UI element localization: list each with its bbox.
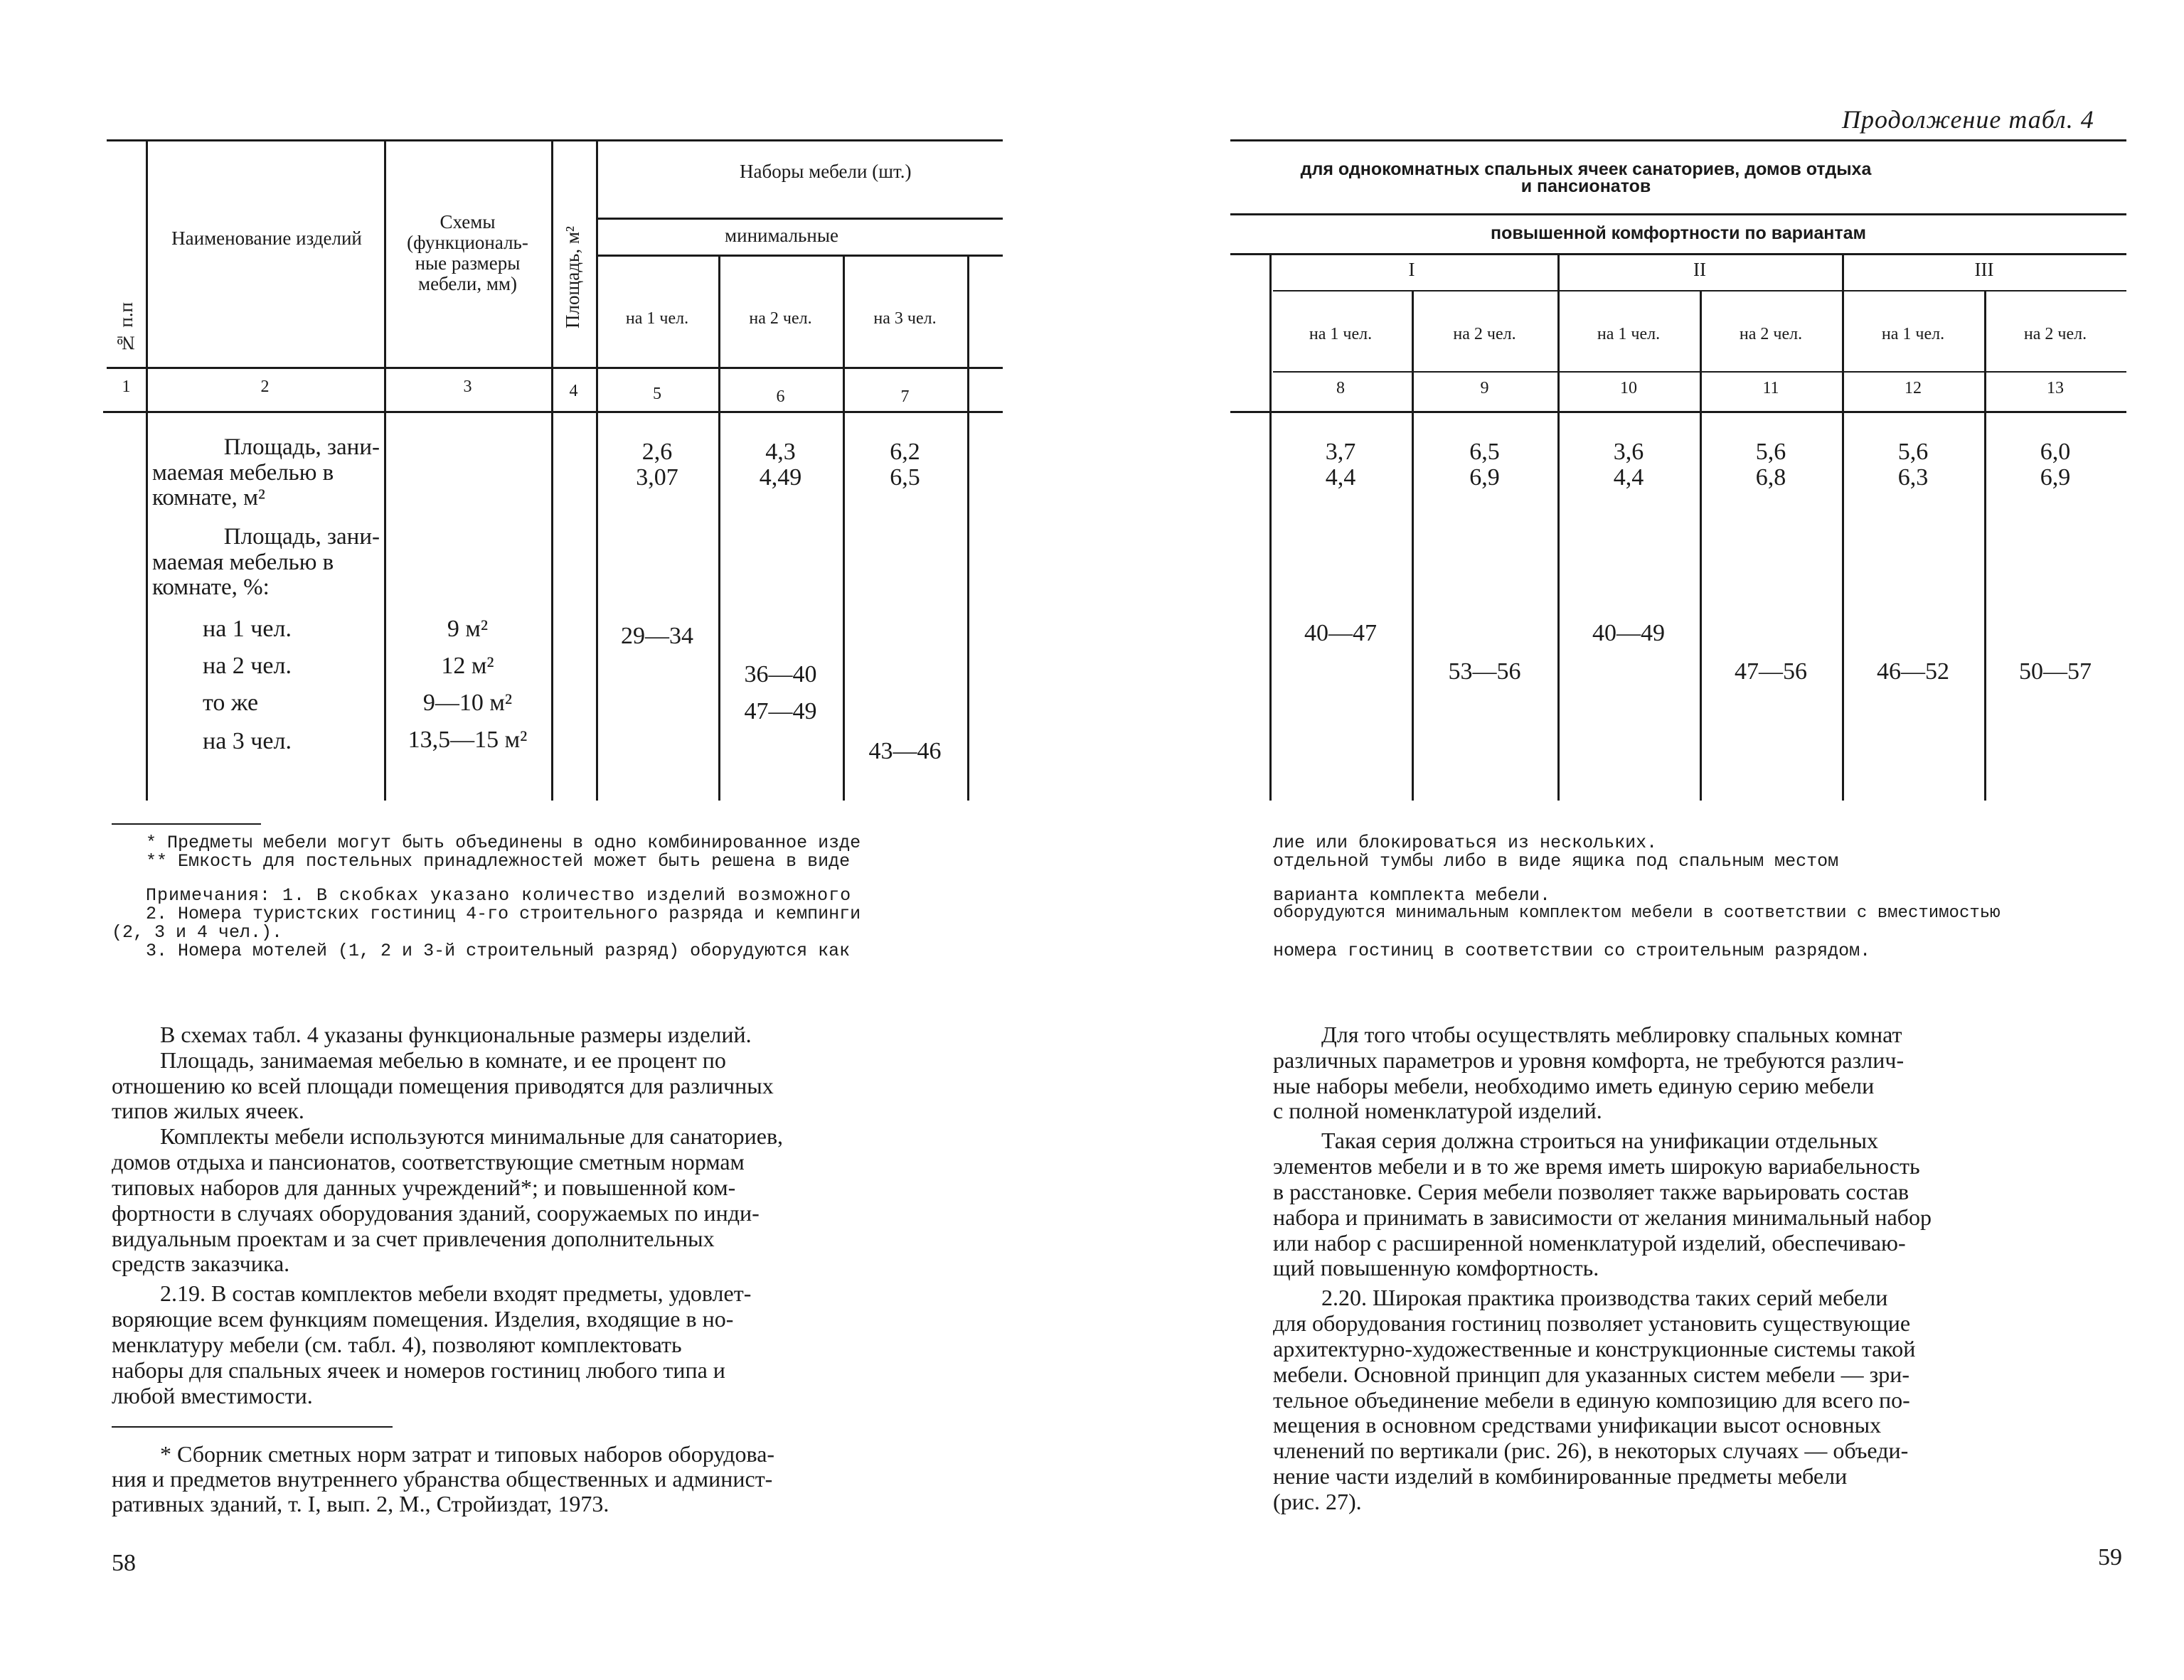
paragraph-line: мебели. Основной принцип для указанных систем мебели — зри- [1273, 1361, 1909, 1387]
col-scheme-header [384, 212, 551, 295]
sub-row-scheme: 9—10 м² [422, 690, 513, 716]
bottom-footnote-rule [112, 1426, 393, 1428]
sets-title: Наборы мебели (шт.) [740, 161, 912, 182]
body-text-right [1273, 1022, 2126, 1515]
col-num-6: 6 [776, 387, 785, 406]
col-num-8: 8 [1336, 379, 1345, 397]
value: 6,0 [2040, 439, 2071, 465]
right-page [1067, 0, 2184, 1680]
paragraph-line: менклатуру мебели (см. табл. 4), позволяют комплектовать [112, 1331, 682, 1357]
paragraph-line: 2.19. В состав комплектов мебели входят предметы, удовлет- [160, 1280, 752, 1307]
paragraph-line: видуальным проектам и за счет привлечения дополнительных [112, 1225, 715, 1251]
paragraph-line: фортности в случаях оборудования зданий, сооружаемых по инди- [112, 1199, 760, 1226]
col-num-7: 7 [900, 387, 910, 406]
paragraph-line: ные наборы мебели, необходимо иметь единую серию мебели [1273, 1072, 1875, 1098]
page-number-right: 59 [2098, 1544, 2122, 1571]
footnote-line: * Сборник сметных норм затрат и типовых наборов оборудова- [160, 1441, 775, 1467]
area-m2-c11 [1700, 439, 1842, 490]
col-num-11: 11 [1762, 379, 1779, 397]
value: 6,3 [1897, 464, 1929, 491]
sub-row-label: на 2 чел. [203, 653, 292, 679]
paragraph-line: различных параметров и уровня комфорта, не требуются различ- [1273, 1047, 1905, 1073]
col-num-4: 4 [569, 382, 578, 400]
col-divider-1 [146, 139, 148, 801]
value: 4,4 [1613, 464, 1644, 491]
sub-row-value: 43—46 [868, 738, 942, 764]
paragraph-line: Такая серия должна строиться на унификации отдельных [1321, 1128, 1878, 1154]
col-divider-c [1557, 253, 1560, 801]
paragraph-line: архитектурно-художественные и конструкционные системы такой [1273, 1335, 1916, 1361]
sub-row-label: на 3 чел. [203, 728, 292, 754]
scheme-line: мебели, мм) [417, 273, 518, 295]
table-top-rule [1230, 139, 2126, 141]
value: 5,6 [1755, 439, 1786, 465]
paragraph-line: для оборудования гостиниц позволяет установить существующие [1273, 1310, 1911, 1337]
variant-III: III [1974, 259, 1994, 280]
label-line: маемая мебелью в [152, 549, 334, 575]
col-num-2: 2 [260, 378, 270, 396]
area-m2-c5 [596, 439, 718, 490]
paragraph-line: средств заказчика. [112, 1251, 290, 1277]
col-divider-d [1700, 291, 1702, 801]
col-area-header: Площадь, м² [562, 226, 583, 328]
note-cont-2: оборудуются минимальным комплектом мебели в соответствии с вместимостью [1273, 904, 2001, 923]
footnote-cont-2: отдельной тумбы либо в виде ящика под спальным местом [1273, 851, 1839, 872]
scheme-line: (функциональ- [407, 232, 528, 254]
value: 4,49 [759, 464, 802, 491]
persons-header: на 2 чел. [2023, 325, 2087, 343]
paragraph-line: Для того чтобы осуществлять меблировку спальных комнат [1321, 1022, 1902, 1047]
col-name-header: Наименование изделий [171, 228, 362, 249]
body-text-left [112, 1022, 965, 1408]
pct-value: 40—47 [1304, 620, 1377, 646]
scheme-line: Схемы [440, 211, 496, 232]
table-top-rule [107, 139, 1003, 141]
area-m2-c7 [843, 439, 967, 490]
persons-header: на 2 чел. [1453, 325, 1516, 343]
paragraph-line: (рис. 27). [1273, 1488, 1362, 1514]
scheme-line: ные размеры [415, 252, 521, 274]
header-rule-minimal [596, 218, 1003, 220]
note-cont-3: номера гостиниц в соответствии со строительным разрядом. [1273, 941, 1871, 961]
paragraph-line: наборы для спальных ячеек и номеров гостиниц любого типа и [112, 1357, 725, 1383]
value: 3,07 [636, 464, 678, 491]
paragraph-line: набора и принимать в зависимости от желания минимальный набор [1273, 1204, 1932, 1230]
footnote-cont-1: лие или блокироваться из нескольких. [1273, 833, 1658, 853]
value: 3,7 [1325, 439, 1356, 465]
col-num-1: 1 [122, 378, 131, 396]
col-num-3: 3 [463, 378, 472, 396]
col-num-13: 13 [2047, 379, 2064, 397]
paragraph-line: тельное объединение мебели в единую композицию для всего по- [1273, 1386, 1910, 1413]
bottom-footnote [112, 1442, 965, 1517]
paragraph-line: любой вместимости. [112, 1382, 313, 1408]
paragraph-line: 2.20. Широкая практика производства таких серий мебели [1321, 1285, 1888, 1311]
footnote-line: ративных зданий, т. I, вып. 2, М., Стройиздат, 1973. [112, 1491, 609, 1517]
label-line: комнате, м² [152, 485, 265, 511]
footnote-rule [112, 823, 261, 825]
pct-value: 47—56 [1735, 658, 1807, 685]
pct-value: 50—57 [2019, 658, 2092, 685]
footnote-1: * Предметы мебели могут быть объединены в одно комбинированное изде [146, 833, 861, 853]
sub-row-value: 36—40 [744, 661, 817, 687]
col-divider-e [1842, 253, 1844, 801]
paragraph-line: щий повышенную комфортность. [1273, 1255, 1599, 1281]
area-m2-label [152, 435, 380, 511]
col-num-10: 10 [1620, 379, 1637, 397]
value: 6,9 [1469, 464, 1500, 491]
sub-row-label: на 1 чел. [203, 616, 292, 642]
pct-value: 40—49 [1592, 620, 1665, 646]
persons-3-header: на 3 чел. [873, 309, 937, 328]
sub-row-scheme: 9 м² [447, 616, 489, 642]
area-pct-label [152, 525, 380, 601]
value: 6,5 [1469, 439, 1500, 465]
area-m2-c6 [718, 439, 843, 490]
area-m2-c13 [1984, 439, 2126, 490]
col-divider-b [1412, 291, 1414, 801]
pct-value: 53—56 [1448, 658, 1521, 685]
col-num-9: 9 [1480, 379, 1489, 397]
value: 4,3 [765, 439, 796, 465]
persons-header: на 1 чел. [1597, 325, 1661, 343]
note-cont-1: варианта комплекта мебели. [1273, 885, 1551, 906]
sub-row-value: 47—49 [744, 698, 817, 724]
paragraph-line: воряющие всем функциям помещения. Изделия, входящие в но- [112, 1306, 734, 1332]
page-number-left: 58 [112, 1550, 136, 1576]
area-m2-c8 [1269, 439, 1412, 490]
label-line: Площадь, зани- [223, 434, 380, 460]
value: 6,9 [2040, 464, 2071, 491]
area-m2-c9 [1412, 439, 1557, 490]
value: 2,6 [641, 439, 673, 465]
note-2-cont: (2, 3 и 4 чел.). [112, 922, 283, 943]
header-rule-title [1230, 213, 2126, 215]
persons-2-header: на 2 чел. [749, 309, 812, 328]
footnote-line: ния и предметов внутреннего убранства общественных и админист- [112, 1466, 773, 1492]
value: 6,8 [1755, 464, 1786, 491]
col-divider-a [1269, 253, 1272, 801]
variant-I: I [1408, 259, 1415, 280]
minimal-header: минимальные [725, 225, 838, 246]
paragraph-line: мещения в основном средствами унификации высот основных [1273, 1412, 1882, 1438]
note-3: 3. Номера мотелей (1, 2 и 3-й строительный разряд) оборудуются как [146, 941, 851, 961]
col-num-12: 12 [1905, 379, 1922, 397]
left-page [0, 0, 1067, 1680]
sub-row-scheme: 12 м² [441, 653, 494, 679]
sub-row-value: 29—34 [621, 623, 693, 649]
value: 4,4 [1325, 464, 1356, 491]
paragraph-line: отношению ко всей площади помещения приводятся для различных [112, 1072, 774, 1098]
paragraph-line: типовых наборов для данных учреждений*; и повышенной ком- [112, 1174, 736, 1200]
increased-header: повышенной комфортности по вариантам [1491, 223, 1866, 243]
note-2: 2. Номера туристских гостиниц 4-го строительного разряда и кемпинги [146, 904, 861, 924]
sub-row-label: то же [203, 690, 259, 716]
note-1: Примечания: 1. В скобках указано количество изделий возможного [146, 885, 852, 906]
persons-1-header: на 1 чел. [625, 309, 689, 328]
table-title-1: для однокомнатных спальных ячеек санаториев, домов отдыха [1300, 159, 1872, 179]
variant-II: II [1693, 259, 1706, 280]
col-num-5: 5 [653, 385, 661, 403]
paragraph-line: в расстановке. Серия мебели позволяет также варьировать состав [1273, 1178, 1909, 1204]
col-no-header: № п.п [115, 302, 137, 354]
value: 6,2 [890, 439, 920, 465]
area-m2-c12 [1842, 439, 1984, 490]
continuation-caption: Продолжение табл. 4 [1842, 105, 2094, 134]
paragraph-line: Площадь, занимаемая мебелью в комнате, и ее процент по [160, 1047, 726, 1073]
pct-value: 46—52 [1877, 658, 1949, 685]
paragraph-line: или набор с расширенной номенклатурой изделий, обеспечиваю- [1273, 1229, 1906, 1256]
table-body-rule [1230, 411, 2126, 413]
table-title-2: и пансионатов [1520, 176, 1651, 196]
paragraph-line: нение части изделий в комбинированные предметы мебели [1273, 1463, 1848, 1489]
paragraph-line: элементов мебели и в то же время иметь широкую вариабельность [1273, 1153, 1920, 1179]
value: 5,6 [1897, 439, 1929, 465]
paragraph-line: В схемах табл. 4 указаны функциональные размеры изделий. [160, 1022, 752, 1047]
persons-header: на 1 чел. [1881, 325, 1945, 343]
label-line: Площадь, зани- [223, 524, 380, 550]
label-line: комнате, %: [152, 574, 270, 601]
paragraph-line: домов отдыха и пансионатов, соответствующие сметным нормам [112, 1149, 745, 1175]
label-line: маемая мебелью в [152, 459, 334, 486]
header-rule-increased [1230, 253, 2126, 255]
sub-row-scheme: 13,5—15 м² [407, 727, 528, 753]
footnote-2: ** Емкость для постельных принадлежностей может быть решена в виде [146, 851, 851, 872]
paragraph-line: типов жилых ячеек. [112, 1098, 304, 1124]
col-divider-7 [967, 255, 969, 801]
persons-header: на 1 чел. [1309, 325, 1373, 343]
header-rule-numbers [107, 367, 1003, 369]
paragraph-line: Комплекты мебели используются минимальные для санаториев, [160, 1123, 784, 1150]
col-divider-f [1984, 291, 1986, 801]
value: 6,5 [890, 464, 920, 491]
value: 3,6 [1613, 439, 1644, 465]
col-divider-6 [843, 255, 845, 801]
paragraph-line: с полной номенклатурой изделий. [1273, 1098, 1602, 1124]
header-rule-persons [596, 255, 1003, 257]
persons-header: на 2 чел. [1739, 325, 1803, 343]
area-m2-c10 [1557, 439, 1700, 490]
paragraph-line: членений по вертикали (рис. 26), в некоторых случаях — объеди- [1273, 1438, 1909, 1464]
col-divider-3 [551, 139, 553, 801]
